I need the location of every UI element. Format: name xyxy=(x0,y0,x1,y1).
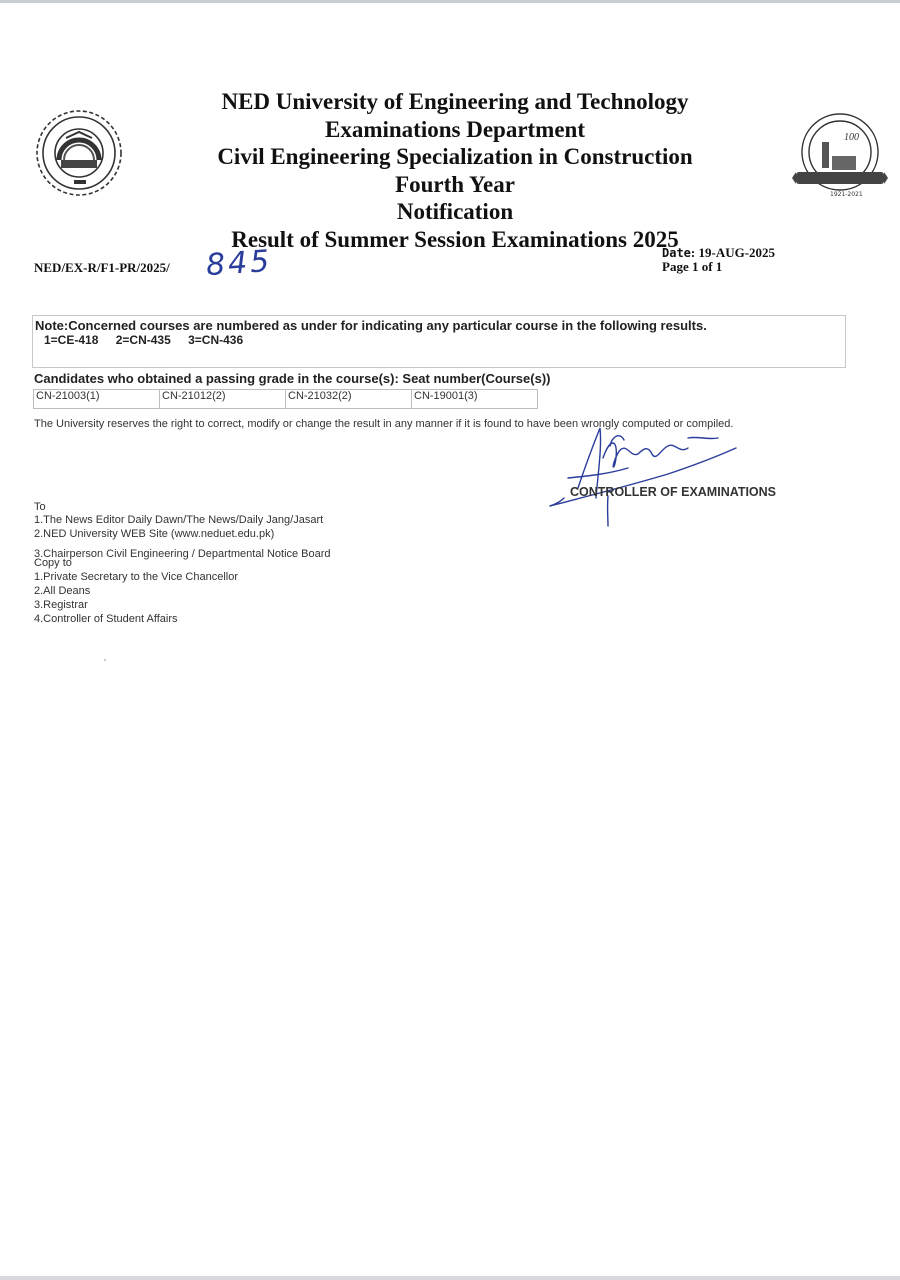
list-item: 3.Chairperson Civil Engineering / Departmental Notice Board xyxy=(34,548,331,560)
course-note-box xyxy=(32,315,846,368)
ned-university-seal-icon xyxy=(34,108,124,198)
year-label: Fourth Year xyxy=(395,171,515,197)
scan-speck xyxy=(104,659,106,661)
notification-header xyxy=(130,88,780,253)
seat-number-table xyxy=(33,389,538,409)
list-item: 2.All Deans xyxy=(34,585,91,597)
page-edge-bottom xyxy=(0,1276,900,1280)
page-indicator: Page 1 of 1 xyxy=(662,259,723,274)
page-edge-top xyxy=(0,0,900,3)
to-label: To xyxy=(34,501,46,513)
university-name: NED University of Engineering and Technology xyxy=(221,89,689,114)
copy-to-label: Copy to xyxy=(34,557,72,569)
to-recipient-list xyxy=(34,513,323,541)
program-name: Civil Engineering Specialization in Construction xyxy=(217,144,693,169)
department-name: Examinations Department xyxy=(324,116,586,142)
list-item: 3.Registrar xyxy=(34,599,88,611)
handwritten-reference-number: 845 xyxy=(204,243,274,284)
course-code: 1=CE-418 xyxy=(44,333,99,347)
date-value: : 19-AUG-2025 xyxy=(690,245,776,260)
course-codes xyxy=(44,333,257,347)
copy-recipient-list xyxy=(34,570,238,626)
signature-scribble-icon xyxy=(548,418,738,528)
list-item: 4.Controller of Student Affairs xyxy=(34,613,178,625)
list-item: 1.Private Secretary to the Vice Chancellor xyxy=(34,571,239,583)
reference-label: NED/EX-R/F1-PR/2025/ xyxy=(34,260,170,275)
disclaimer-text: The University reserves the right to correct, modify or change the result in any manner if it is found to have been wrongly computed or compiled. xyxy=(34,418,734,430)
list-item: 1.The News Editor Daily Dawn/The News/Daily Jang/Jasart xyxy=(34,514,324,526)
candidates-heading: Candidates who obtained a passing grade in the course(s): Seat number(Course(s)) xyxy=(34,371,551,386)
result-title: Result of Summer Session Examinations 2025 xyxy=(231,226,679,252)
date-block xyxy=(662,246,775,274)
note-title: Note:Concerned courses are numbered as under for indicating any particular course in the following results. xyxy=(35,318,707,333)
course-code: 3=CN-436 xyxy=(188,333,244,347)
controller-title: CONTROLLER OF EXAMINATIONS xyxy=(570,485,777,499)
svg-text:1921-2021: 1921-2021 xyxy=(830,191,863,198)
seat-cell: CN-21012(2) xyxy=(160,390,286,409)
seat-cell: CN-21003(1) xyxy=(34,390,160,409)
notification-label: Notification xyxy=(396,199,514,224)
course-code: 2=CN-435 xyxy=(115,333,171,347)
list-item: 2.NED University WEB Site (www.neduet.edu.pk) xyxy=(34,528,275,540)
seat-cell: CN-21032(2) xyxy=(286,390,412,409)
svg-text:100: 100 xyxy=(844,132,859,143)
date-label: Date xyxy=(662,246,691,260)
seat-cell: CN-19001(3) xyxy=(412,390,538,409)
centenary-seal-icon xyxy=(792,112,888,208)
table-row xyxy=(34,390,538,409)
